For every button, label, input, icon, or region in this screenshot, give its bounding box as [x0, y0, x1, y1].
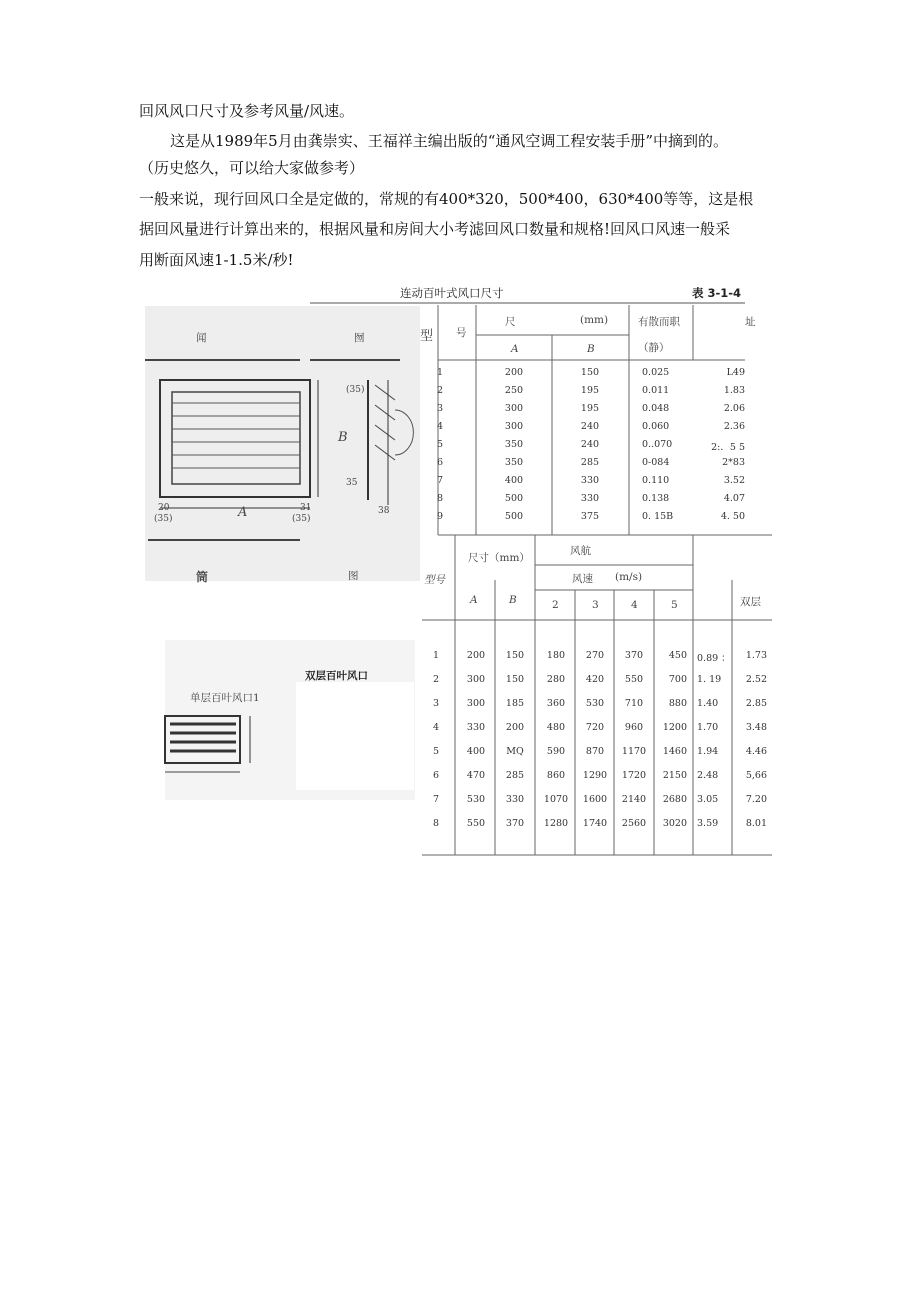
t2-cell: 285 [505, 770, 525, 781]
t1-cell: 0.060 [642, 421, 670, 432]
t2-cell: 530 [466, 794, 486, 805]
dimension-B: B [338, 430, 348, 445]
t1-cell: 240 [580, 439, 600, 450]
t1-cell: 3.52 [723, 475, 745, 486]
t2-header-A: A [470, 594, 478, 606]
t1-cell: 4. 50 [720, 511, 745, 522]
t2-cell: 1720 [621, 770, 647, 781]
t1-cell: 4.07 [723, 493, 745, 504]
t2-cell: 720 [585, 722, 605, 733]
t2-header-speed-2: 2 [552, 599, 559, 611]
dimension-35-right-lower: 35 [346, 478, 358, 488]
t2-cell: 710 [624, 698, 644, 709]
t2-cell: 2.85 [745, 698, 767, 709]
t2-cell: 2 [433, 674, 440, 685]
t2-cell: 3.48 [745, 722, 767, 733]
t2-cell: 0.89 ： [697, 653, 731, 664]
t1-cell: 3 [437, 403, 444, 414]
single-louver-label: 单层百叶风口1 [190, 692, 260, 704]
t2-cell: 1170 [621, 746, 647, 757]
t2-header-flow: 风航 [570, 545, 591, 557]
t1-cell: 2:．5 5 [711, 442, 745, 453]
t2-cell: 1290 [582, 770, 608, 781]
drawing-label-c: 筒 [196, 570, 209, 584]
t2-cell: 550 [624, 674, 644, 685]
t1-cell: 0..070 [642, 439, 673, 450]
t2-cell: 6 [433, 770, 440, 781]
t2-cell: 2680 [662, 794, 687, 805]
t2-header-speed-3: 3 [592, 599, 599, 611]
t2-cell: 360 [546, 698, 566, 709]
t2-header-speed-4: 4 [631, 599, 638, 611]
t2-cell: 880 [668, 698, 687, 709]
t2-cell: 1280 [543, 818, 569, 829]
t2-cell: 8.01 [745, 818, 767, 829]
t1-cell: 285 [580, 457, 600, 468]
t1-cell: 300 [504, 403, 524, 414]
t1-cell: 195 [580, 385, 600, 396]
table-number: 表 3-1-4 [692, 286, 742, 300]
t1-cell: 9 [437, 511, 444, 522]
t2-cell: 480 [546, 722, 566, 733]
t1-cell: 330 [580, 475, 600, 486]
dimension-38: 38 [378, 506, 390, 516]
t2-cell: 550 [466, 818, 486, 829]
t2-cell: 2.48 [697, 770, 719, 781]
t2-cell: 4.46 [745, 746, 767, 757]
dimension-35-right: (35) [346, 385, 365, 395]
t1-cell: 150 [580, 367, 600, 378]
t2-header-B: B [509, 594, 517, 606]
t1-cell: 500 [504, 511, 524, 522]
t2-cell: 330 [466, 722, 486, 733]
t2-cell: 1.70 [697, 722, 719, 733]
t2-cell: 300 [466, 698, 486, 709]
intro-line-6: 用断面风速1-1.5米/秒! [139, 251, 294, 269]
t2-cell: 3.59 [697, 818, 719, 829]
t2-cell: 280 [546, 674, 566, 685]
t2-cell: 1740 [582, 818, 608, 829]
t2-cell: 2560 [621, 818, 647, 829]
t1-cell: 1.83 [723, 385, 745, 396]
t1-header-unit: (mm) [580, 314, 609, 326]
t2-cell: 590 [546, 746, 566, 757]
t2-cell: 5,66 [745, 770, 767, 781]
t2-cell: 960 [624, 722, 644, 733]
drawing-label-d: 图 [348, 570, 359, 582]
t2-header-speed-unit: (m/s) [615, 571, 643, 583]
dimension-31: 31 [300, 503, 312, 513]
t1-cell: 6 [437, 457, 444, 468]
t2-cell: 150 [505, 674, 525, 685]
dimension-35-bottom-right: (35) [292, 514, 311, 524]
t2-cell: 8 [433, 818, 440, 829]
t1-cell: 195 [580, 403, 600, 414]
t2-cell: 3 [433, 698, 440, 709]
t2-cell: 3020 [662, 818, 687, 829]
t2-header-size: 尺寸（mm） [468, 552, 530, 564]
t2-cell: 1070 [543, 794, 569, 805]
t1-cell: 200 [504, 367, 524, 378]
t1-cell: 0.048 [642, 403, 670, 414]
t2-cell: 5 [433, 746, 440, 757]
t1-cell: 5 [437, 439, 444, 450]
t1-header-right: 址 [745, 316, 756, 328]
t2-cell: 1600 [582, 794, 608, 805]
t2-cell: 3.05 [697, 794, 719, 805]
intro-line-3: （历史悠久，可以给大家做参考） [139, 159, 365, 177]
louver-front-view [160, 380, 318, 508]
t2-cell: 1 [433, 650, 440, 661]
louver-side-view [368, 380, 413, 505]
t2-cell: 270 [585, 650, 605, 661]
t2-cell: 200 [466, 650, 486, 661]
drawing-label-b: 囫 [354, 332, 365, 344]
t2-cell: 1.94 [697, 746, 719, 757]
t1-cell: 0. 15B [642, 511, 674, 522]
t2-cell: 1460 [662, 746, 687, 757]
t1-header-size: 尺 [505, 316, 516, 328]
t2-cell: 330 [505, 794, 525, 805]
t2-cell: MQ [506, 746, 524, 757]
t2-cell: 530 [585, 698, 605, 709]
t1-cell: 500 [504, 493, 524, 504]
t2-cell: 2140 [621, 794, 647, 805]
t1-header-type-1: 型 [420, 329, 434, 344]
dimension-A: A [238, 505, 248, 520]
t1-cell: 350 [504, 457, 524, 468]
intro-line-4: 一般来说，现行回风口全是定做的，常规的有400*320，500*400，630*400等等，这是根 [139, 190, 754, 208]
t1-cell: 350 [504, 439, 524, 450]
t2-cell: 1200 [662, 722, 687, 733]
drawing-label-a: 闻 [196, 332, 207, 344]
t2-cell: 1. 19 [697, 674, 722, 685]
t2-cell: 1.40 [697, 698, 719, 709]
t1-header-A: A [511, 343, 519, 355]
t1-cell: 0.138 [642, 493, 670, 504]
t2-cell: 370 [505, 818, 525, 829]
t2-cell: 420 [585, 674, 605, 685]
t2-cell: 185 [505, 698, 525, 709]
t2-cell: 370 [624, 650, 644, 661]
t2-cell: 700 [668, 674, 687, 685]
t1-cell: 0.011 [642, 385, 670, 396]
intro-line-1: 回风风口尺寸及参考风量/风速。 [139, 102, 355, 120]
t1-cell: 330 [580, 493, 600, 504]
t2-cell: 4 [433, 722, 440, 733]
dimension-20: 20 [158, 503, 170, 513]
single-louver-drawing [165, 716, 250, 772]
t1-cell: 400 [504, 475, 524, 486]
t2-header-type: 型号 [424, 574, 445, 586]
t1-cell: 375 [580, 511, 600, 522]
t1-cell: L49 [726, 367, 745, 378]
t2-cell: 200 [505, 722, 525, 733]
t1-cell: 2 [437, 385, 444, 396]
t1-cell: 4 [437, 421, 444, 432]
table2-grid [422, 535, 772, 855]
t1-header-type-2: 号 [456, 327, 467, 339]
t1-cell: 8 [437, 493, 444, 504]
t2-header-double: 双层 [740, 596, 761, 608]
t2-cell: 2150 [662, 770, 687, 781]
t1-cell: 300 [504, 421, 524, 432]
t1-cell: 7 [437, 475, 444, 486]
intro-line-5: 据回风量进行计算出来的，根据风量和房间大小考滤回风口数量和规格!回风口风速一般采 [139, 220, 731, 238]
t1-cell: 1 [437, 367, 444, 378]
dimension-35-bottom-left: (35) [154, 514, 173, 524]
t1-cell: 2.06 [723, 403, 745, 414]
t1-header-area: 有散而职 [638, 316, 680, 328]
t1-header-area-2: （静） [638, 342, 670, 354]
figure-caption: 连动百叶式风口尺寸 [400, 286, 504, 300]
t2-cell: 1.73 [745, 650, 767, 661]
t2-cell: 450 [668, 650, 687, 661]
t1-cell: 240 [580, 421, 600, 432]
t1-cell: 250 [504, 385, 524, 396]
t1-header-B: B [587, 343, 595, 355]
t2-header-speed-5: 5 [671, 599, 678, 611]
t2-cell: 180 [546, 650, 566, 661]
t2-cell: 7 [433, 794, 440, 805]
t2-cell: 470 [466, 770, 486, 781]
t1-cell: 0-084 [642, 457, 670, 468]
t2-cell: 2.52 [745, 674, 767, 685]
t1-cell: 0.110 [642, 475, 670, 486]
t1-cell: 2.36 [723, 421, 745, 432]
t2-cell: 300 [466, 674, 486, 685]
t2-cell: 400 [466, 746, 486, 757]
double-louver-label: 双层百叶风口 [305, 670, 368, 682]
t2-header-speed: 风速 [572, 573, 593, 585]
t2-cell: 860 [546, 770, 566, 781]
t2-cell: 150 [505, 650, 525, 661]
t1-cell: 0.025 [642, 367, 670, 378]
t1-cell: 2*83 [722, 457, 745, 468]
intro-line-2: 这是从1989年5月由龚崇实、王福祥主编出版的“通风空调工程安装手册”中摘到的。 [170, 132, 729, 150]
t2-cell: 870 [585, 746, 605, 757]
t2-cell: 7.20 [745, 794, 767, 805]
